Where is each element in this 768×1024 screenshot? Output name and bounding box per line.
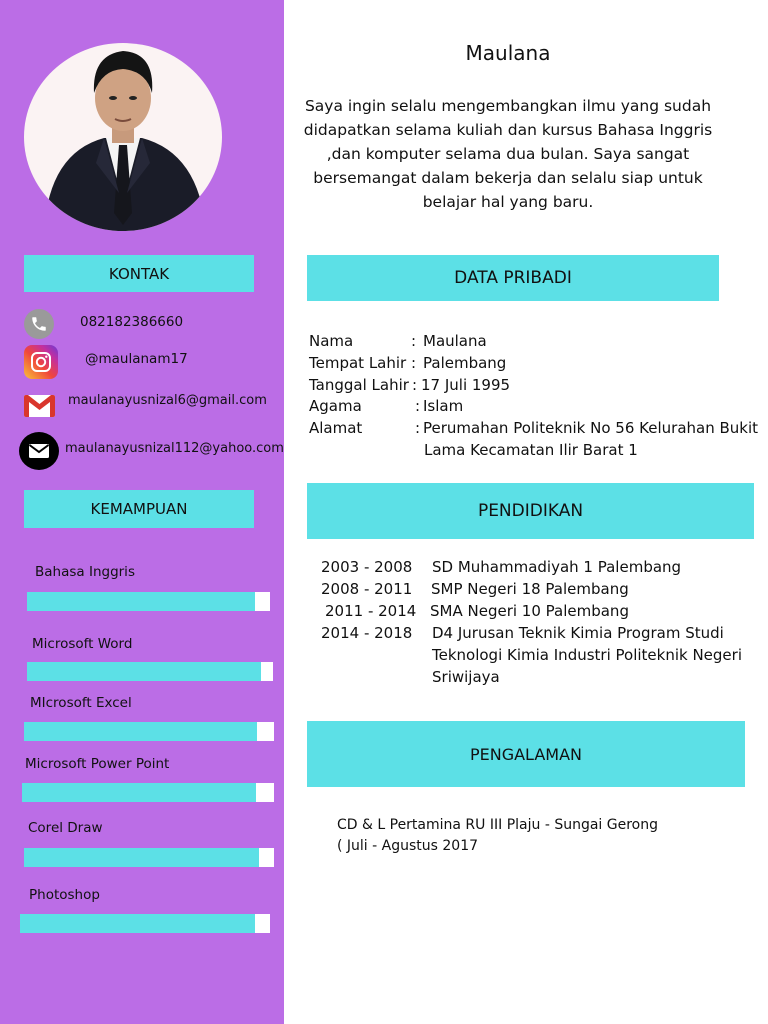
skill-bar [27,662,273,681]
experience-heading: PENGALAMAN [307,721,745,787]
education-school: SMA Negeri 10 Palembang [430,602,629,620]
skill-bar [24,848,274,867]
phone-number: 082182386660 [80,314,184,330]
summary-line: Saya ingin selalu mengembangkan ilmu yang sudah [304,97,712,115]
education-years: 2014 - 2018 [321,624,413,642]
education-row [321,580,629,598]
contact-heading: KONTAK [24,255,254,292]
personal-row [309,354,506,372]
skill-label: Microsoft Word [32,636,133,652]
field-value: 17 Juli 1995 [421,376,511,394]
profile-name: Maulana [465,41,551,65]
sidebar [0,0,284,1024]
field-sep: : [415,419,421,437]
skill-label: Microsoft Power Point [25,756,170,772]
field-sep: : [415,397,421,415]
skill-bar-fill [22,783,256,802]
skill-label: MIcrosoft Excel [30,695,132,711]
skill-bar [24,722,274,741]
skill-label: Corel Draw [28,820,103,836]
education-school: SMP Negeri 18 Palembang [431,580,629,598]
profile-summary [284,94,732,214]
yahoo-address: maulanayusnizal112@yahoo.com [65,441,284,456]
skill-bar-fill [20,914,255,933]
instagram-icon [24,345,58,379]
summary-line: ,dan komputer selama dua bulan. Saya sangat [326,145,690,163]
personal-row [309,397,463,415]
personal-row [309,419,758,437]
field-label: Nama [309,332,354,350]
field-label: Tanggal Lahir [309,376,409,394]
skill-label: Bahasa Inggris [35,564,135,580]
summary-line: belajar hal yang baru. [422,193,594,211]
personal-heading: DATA PRIBADI [307,255,719,301]
skills-heading: KEMAMPUAN [24,490,254,528]
address-continuation: Lama Kecamatan Ilir Barat 1 [424,441,638,459]
education-row [325,602,629,620]
field-label: Alamat [309,419,363,437]
summary-line: didapatkan selama kuliah dan kursus Bahasa Inggris [303,121,713,139]
field-value: Palembang [423,354,507,372]
instagram-handle: @maulanam17 [85,351,188,367]
skill-bar-fill [24,722,257,741]
skill-bar [27,592,270,611]
profile-photo [24,43,222,231]
education-row [321,558,681,576]
education-years: 2011 - 2014 [325,602,417,620]
education-school: D4 Jurusan Teknik Kimia Program Studi [432,624,724,642]
skill-bar [22,783,274,802]
experience-period: ( Juli - Agustus 2017 [337,838,479,854]
field-value: Maulana [423,332,487,350]
skill-bar-fill [27,662,261,681]
gmail-address: maulanayusnizal6@gmail.com [68,393,267,408]
field-sep: : [412,376,418,394]
gmail-icon [24,395,55,417]
education-row [321,624,724,642]
field-sep: : [411,332,417,350]
experience-company: CD & L Pertamina RU III Plaju - Sungai Gerong [337,817,658,833]
skill-bar [20,914,270,933]
education-years: 2003 - 2008 [321,558,413,576]
summary-line: bersemangat dalam bekerja dan selalu siap untuk [313,169,703,187]
skill-bar-fill [27,592,255,611]
personal-row [309,332,487,350]
skill-label: Photoshop [29,887,100,903]
skill-bar-fill [24,848,259,867]
field-value: Perumahan Politeknik No 56 Kelurahan Bukit [423,419,759,437]
field-value: Islam [423,397,464,415]
education-heading: PENDIDIKAN [307,483,754,539]
phone-icon [24,309,54,339]
field-sep: : [411,354,417,372]
field-label: Agama [309,397,362,415]
personal-row [309,376,510,394]
education-continuation: Teknologi Kimia Industri Politeknik Negeri [432,646,742,664]
education-continuation: Sriwijaya [432,668,500,686]
mail-icon [19,432,59,470]
education-school: SD Muhammadiyah 1 Palembang [432,558,682,576]
education-years: 2008 - 2011 [321,580,413,598]
field-label: Tempat Lahir [309,354,407,372]
